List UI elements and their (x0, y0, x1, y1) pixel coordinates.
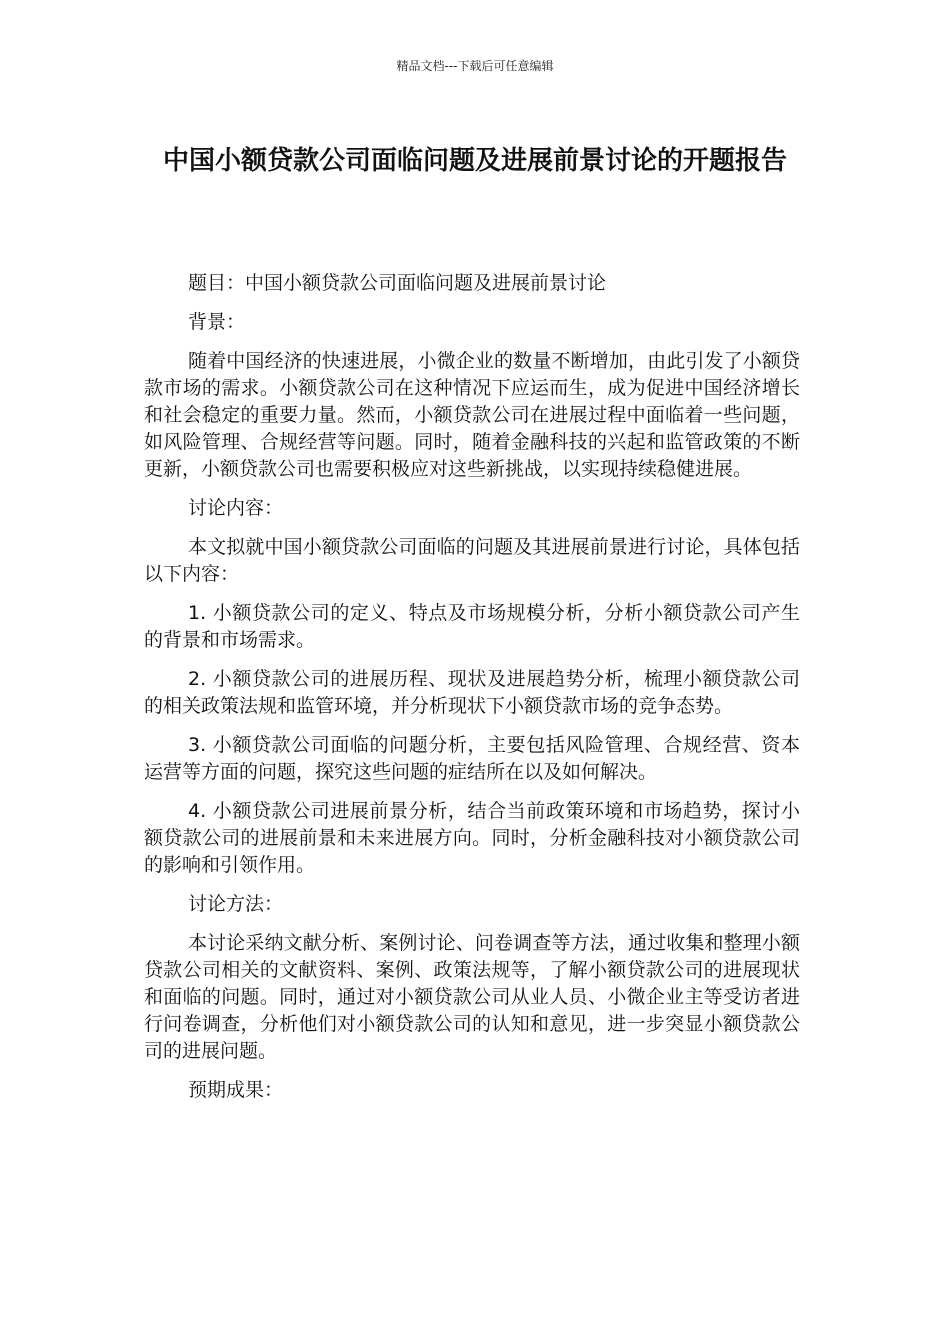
background-heading: 背景： (188, 311, 246, 333)
background-paragraph: 随着中国经济的快速进展，小微企业的数量不断增加，由此引发了小额贷款市场的需求。小额贷款公司在这种情况下应运而生，成为促进中国经济增长和社会稳定的重要力量。然而，小额贷款公司在进展过程中面临着一些问题，如风险管理、合规经营等问题。同时，随着金融科技的兴起和监管政策的不断更新，小额贷款公司也需要积极应对这些新挑战，以实现持续稳健进展。 (144, 350, 800, 480)
document-body (144, 270, 800, 1116)
content-item-3: 3. 小额贷款公司面临的问题分析，主要包括风险管理、合规经营、资本运营等方面的问题，探究这些问题的症结所在以及如何解决。 (144, 734, 800, 783)
content-intro-paragraph: 本文拟就中国小额贷款公司面临的问题及其进展前景进行讨论，具体包括以下内容： (144, 536, 800, 585)
method-paragraph: 本讨论采纳文献分析、案例讨论、问卷调查等方法，通过收集和整理小额贷款公司相关的文献资料、案例、政策法规等，了解小额贷款公司的进展现状和面临的问题。同时，通过对小额贷款公司从业人员、小微企业主等受访者进行问卷调查，分析他们对小额贷款公司的认知和意见，进一步突显小额贷款公司的进展问题。 (144, 932, 800, 1062)
page-header-note: 精品文档---下载后可任意编辑 (396, 59, 554, 73)
document-title: 中国小额贷款公司面临问题及进展前景讨论的开题报告 (162, 146, 787, 176)
topic-line: 题目：中国小额贷款公司面临问题及进展前景讨论 (188, 272, 607, 294)
results-heading: 预期成果： (188, 1079, 284, 1101)
method-heading: 讨论方法： (188, 893, 284, 915)
content-item-2: 2. 小额贷款公司的进展历程、现状及进展趋势分析，梳理小额贷款公司的相关政策法规和监管环境，并分析现状下小额贷款市场的竞争态势。 (144, 668, 800, 717)
content-item-1: 1. 小额贷款公司的定义、特点及市场规模分析，分析小额贷款公司产生的背景和市场需求。 (144, 602, 800, 651)
content-heading: 讨论内容： (188, 497, 284, 519)
content-item-4: 4. 小额贷款公司进展前景分析，结合当前政策环境和市场趋势，探讨小额贷款公司的进展前景和未来进展方向。同时，分析金融科技对小额贷款公司的影响和引领作用。 (144, 800, 800, 876)
